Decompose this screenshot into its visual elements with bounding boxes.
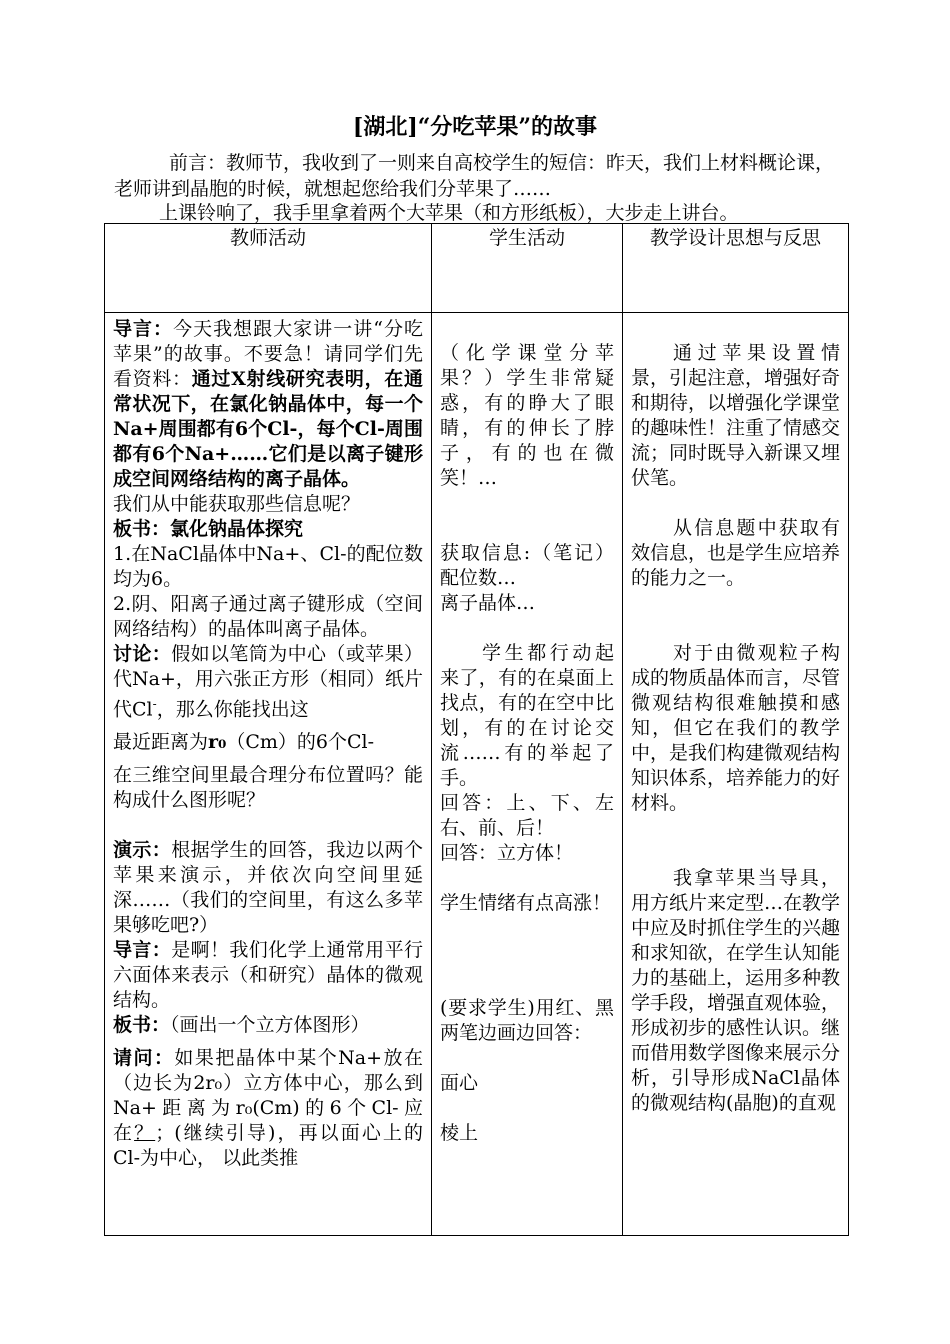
guide-text: 是啊！我们化学上通常用平行六面体来表示（和研究）晶体的微观结构。 — [113, 939, 423, 1012]
demo-label: 演示： — [113, 839, 172, 862]
student-mood: 学生情绪有点高涨！ — [440, 892, 612, 914]
ask-label: 请问： — [113, 1047, 175, 1070]
r0-symbol: r₀ — [208, 731, 227, 754]
demo-text: 根据学生的回答，我边以两个苹果来演示，并依次向空间里延深……（我们的空间里，有这么多苹果够吃吧?） — [113, 839, 423, 937]
student-answer-1: 回答：上、下、左右、前、后！ — [440, 792, 614, 839]
student-answer-2: 回答：立方体！ — [440, 842, 574, 864]
ask-text-2: ；(继续引导)，再以面心上的 Cl-为中心， 以此类推 — [113, 1122, 423, 1170]
header-design-reflection: 教学设计思想与反思 — [623, 224, 849, 313]
board2-label: 板书： — [113, 1014, 171, 1037]
intro-paragraph-2: 上课铃响了，我手里拿着两个大苹果（和方形纸板），大步走上讲台。 — [159, 202, 739, 224]
board-point-2: 2.阴、阳离子通过离子键形成（空间网络结构）的晶体叫离子晶体。 — [113, 593, 423, 640]
reflection-2: 从信息题中获取有效信息，也是学生应培养的能力之一。 — [631, 517, 841, 589]
reflection-3: 对于由微观粒子构成的物质晶体而言，尽管微观结构很难触摸和感知，但它在我们的教学中，是我们构建微观结构知识体系，培养能力的好材料。 — [631, 642, 841, 814]
discussion-text-3: 最近距离为 — [113, 731, 209, 754]
board-label: 板书： — [113, 518, 171, 540]
board-point-1: 1.在NaCl晶体中Na+、Cl-的配位数均为6。 — [113, 543, 423, 590]
xray-info-bold: 通过X射线研究表明，在通常状况下，在氯化钠晶体中，每一个Na+周围都有6个Cl-，每个Cl-周围都有6个Na+……它们是以离子键形成空间网络结构的离子晶体。 — [113, 368, 423, 490]
student-edge: 棱上 — [440, 1122, 479, 1144]
discussion-text-2: ，那么你能找出这 — [156, 698, 309, 721]
teacher-activity-cell — [105, 313, 432, 1236]
reflection-4: 我拿苹果当导具，用方纸片来定型…在教学中应及时抓住学生的兴趣和求知欲，在学生认知能力的基础上，运用多种教学手段，增强直观体验，形成初步的感性认识。继而借用数学图像来展示分析，引导形成NaCl晶体的微观结构(晶胞)的直观 — [631, 867, 841, 1114]
document-title: [湖北]“分吃苹果”的故事 — [352, 114, 598, 140]
student-info-notes: 获取信息:（笔记）配位数… — [440, 542, 614, 589]
ask-text-1: 如果把晶体中某个Na+放在（边长为2r₀）立方体中心，那么到Na+距离为r₀(Cm)的6个Cl-应在 — [113, 1047, 423, 1145]
student-action: 学生都行动起来了，有的在桌面上找点，有的在空中比划，有的在讨论交流……有的举起了手。 — [440, 642, 614, 789]
discussion-sup: - — [152, 697, 157, 711]
table-body-row — [105, 313, 849, 1236]
reflection-1: 通过苹果设置情景，引起注意，增强好奇和期待，以增强化学课堂的趣味性！注重了情感交流；同时既导入新课又埋伏笔。 — [631, 342, 841, 489]
student-face-center: 面心 — [440, 1072, 479, 1094]
discussion-text-5: 在三维空间里最合理分布位置吗？能构成什么图形呢？ — [113, 764, 423, 812]
guide-label: 导言： — [113, 939, 172, 962]
header-student-activity: 学生活动 — [432, 224, 623, 313]
student-ionic-crystal: 离子晶体… — [440, 592, 536, 614]
student-reaction-1: （化学课堂分苹果？）学生非常疑惑，有的睁大了眼睛，有的伸长了脖子，有的也在微笑！… — [440, 342, 614, 489]
intro-text: 今天我想跟大家讲一讲“分吃苹果”的故事。不要急！请同学们先看资料： — [113, 318, 423, 390]
table-header-row — [105, 224, 849, 313]
intro-label: 导言： — [113, 318, 174, 340]
ask-blank: ？ — [134, 1122, 156, 1145]
discussion-label: 讨论： — [113, 643, 172, 665]
student-activity-cell — [432, 313, 623, 1236]
board-text: 氯化钠晶体探究 — [170, 518, 304, 540]
lesson-table — [104, 223, 849, 1236]
discussion-text-4: （Cm）的6个Cl- — [226, 731, 375, 754]
student-draw-answer: (要求学生)用红、黑两笔边画边回答： — [440, 997, 614, 1044]
reflection-cell — [623, 313, 849, 1236]
question-text: 我们从中能获取那些信息呢？ — [113, 493, 361, 515]
intro-paragraph-1: 前言：教师节，我收到了一则来自高校学生的短信：昨天，我们上材料概论课，老师讲到晶胞的时候，就想起您给我们分苹果了…… — [114, 152, 835, 200]
header-teacher-activity: 教师活动 — [105, 224, 432, 313]
discussion-text-1: 假如以笔筒为中心（或苹果）代Na+，用六张正方形（相同）纸片代Cl — [113, 643, 423, 721]
board2-text: （画出一个立方体图形） — [170, 1014, 370, 1037]
